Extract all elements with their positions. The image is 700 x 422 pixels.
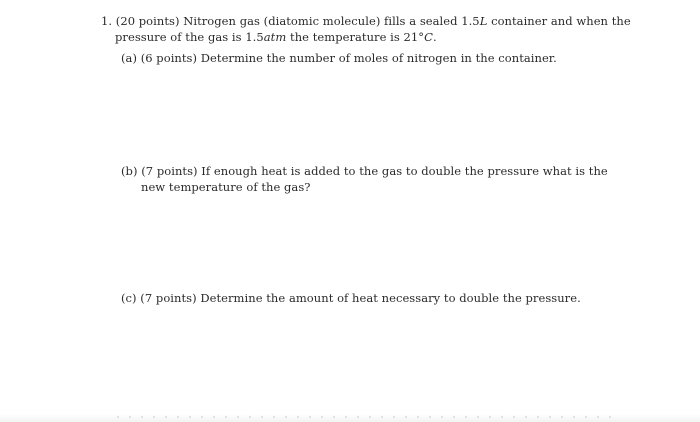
question-number: 1. [101,14,113,28]
part-a-text: Determine the number of moles of nitrogen in the container. [200,51,557,65]
part-b-text: If enough heat is added to the gas to double the pressure what is the [201,164,608,178]
question-text-part: Nitrogen gas (diatomic molecule) fills a sealed 1.5 [183,14,480,28]
question-text-part: pressure of the gas is 1.5 [115,30,264,44]
question-text-part: . [432,30,437,44]
unit-celsius: C [424,30,433,44]
part-b-line-2 [141,179,311,195]
part-c [121,290,581,306]
unit-atm: atm [263,30,287,44]
part-c-text: Determine the amount of heat necessary to double the pressure. [200,291,581,305]
question-text-part: container and when the [487,14,631,28]
part-b-points: (7 points) [141,164,198,178]
question-1-line-2 [115,29,437,45]
part-c-points: (7 points) [140,291,197,305]
part-a-points: (6 points) [140,51,198,65]
part-b-line-1 [121,163,608,179]
page-edge-shadow [0,414,700,422]
part-c-label: (c) [121,291,137,305]
part-a [121,50,557,66]
question-1-line-1 [101,13,631,29]
unit-liters: L [479,14,488,28]
question-text-part: the temperature is 21° [286,30,425,44]
question-points: (20 points) [115,14,180,28]
part-b-text-continued: new temperature of the gas? [141,180,311,194]
part-a-label: (a) [121,51,137,65]
part-b-label: (b) [121,164,138,178]
